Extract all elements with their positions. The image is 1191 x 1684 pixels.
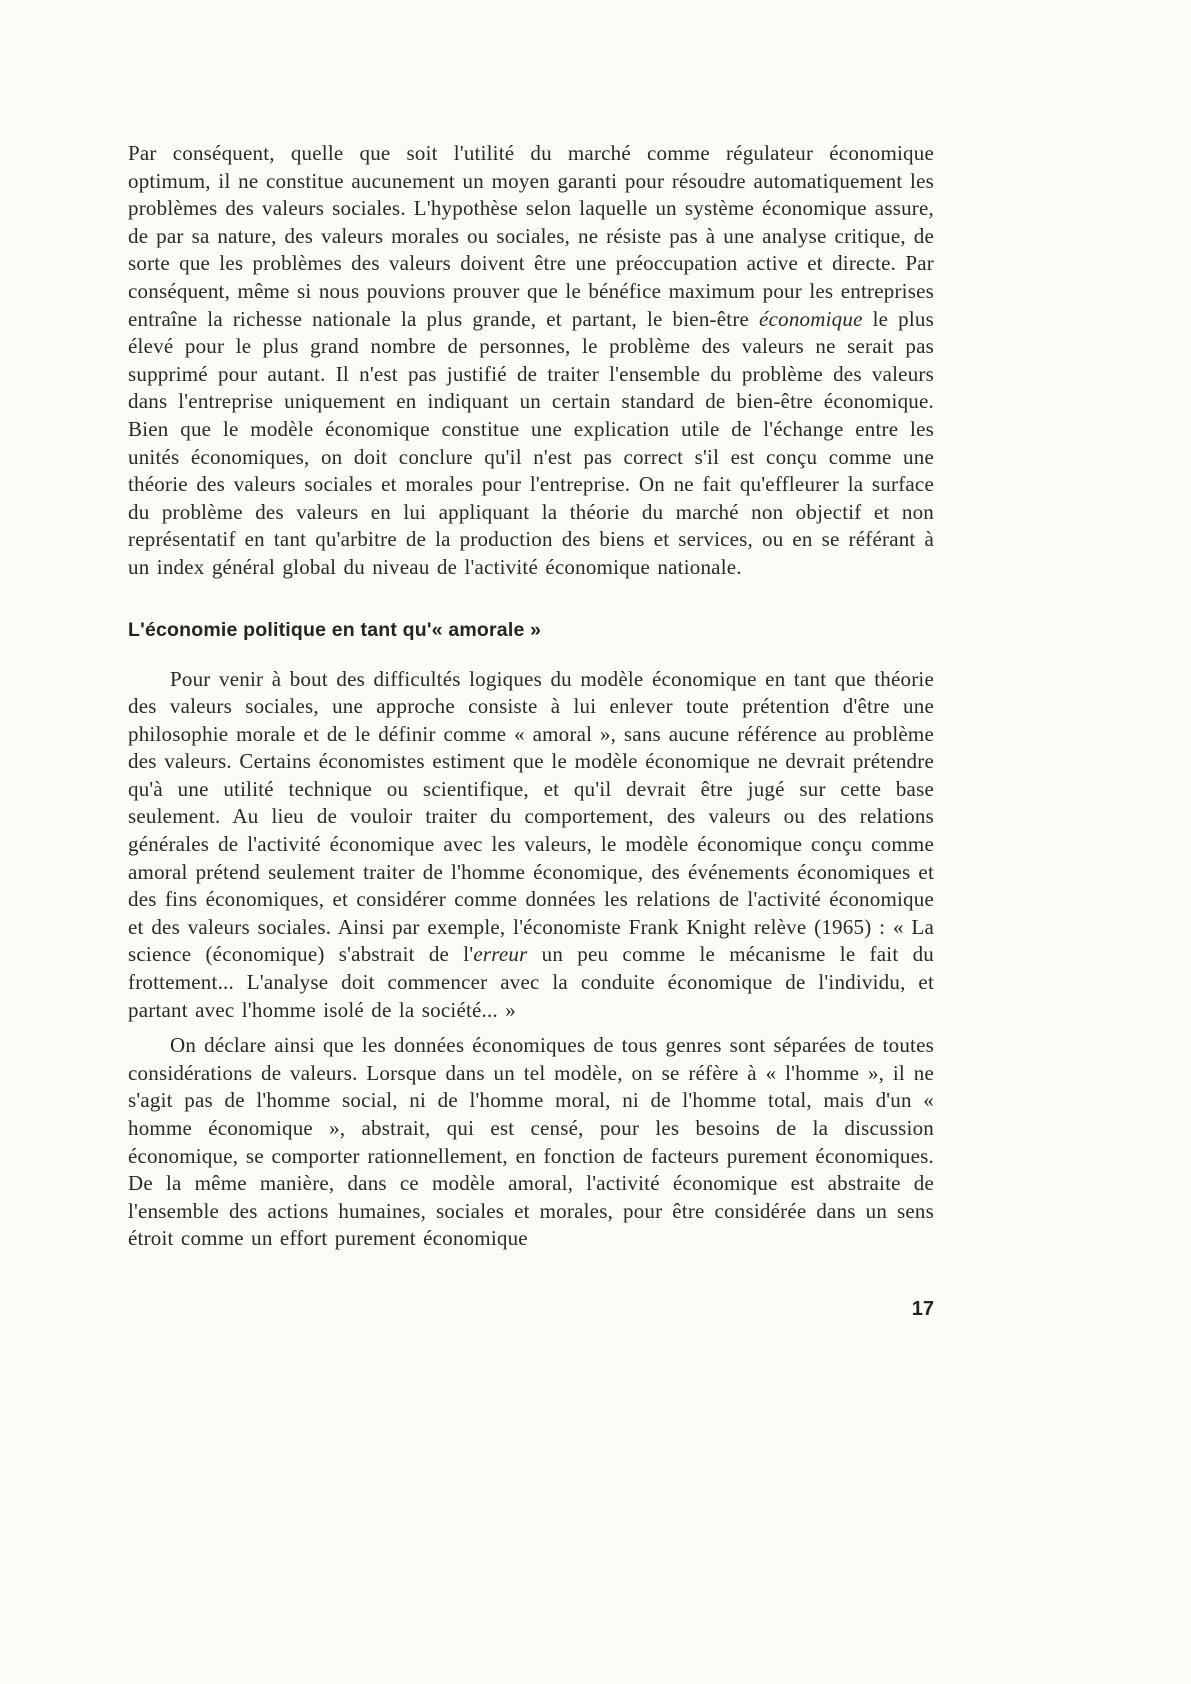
paragraph: [128, 1032, 934, 1253]
text-segment: Pour venir à bout des difficultés logiques du modèle économique en tant que théorie des valeurs sociales, une approche consiste à lui enlever toute prétention d'être une philosophie morale et de le définir comme « amoral », sans aucune référence au problème des valeurs. Certains économistes estiment que le modèle économique ne devrait prétendre qu'à une utilité technique ou scientifique, et qu'il devrait être jugé sur cette base seulement. Au lieu de vouloir traiter du comportement, des valeurs ou des relations générales de l'activité économique avec les valeurs, le modèle économique conçu comme amoral prétend seulement traiter de l'homme économique, des événements économiques et des fins économiques, et considérer comme données les relations de l'activité économique et des valeurs sociales. Ainsi par exemple, l'économiste Frank Knight relève (1965) : « La science (économique) s'abstrait de l': [128, 666, 934, 967]
text-segment: erreur: [473, 942, 528, 967]
text-segment: le plus élevé pour le plus grand nombre de personnes, le problème des valeurs ne serait pas supprimé pour autant. Il n'est pas justifié de traiter l'ensemble du problème des valeurs dans l'entreprise uniquement en indiquant un certain standard de bien-être économique. Bien que le modèle économique constitue une explication utile de l'échange entre les unités économiques, on doit conclure qu'il n'est pas correct s'il est conçu comme une théorie des valeurs sociales et morales pour l'entreprise. On ne fait qu'effleurer la surface du problème des valeurs en lui appliquant la théorie du marché non objectif et non représentatif en tant qu'arbitre de la production des biens et services, ou en se référant à un index général global du niveau de l'activité économique nationale.: [128, 306, 934, 579]
text-segment: un peu comme le mécanisme le fait du frottement... L'analyse doit commencer avec la conduite économique de l'individu, et partant avec l'homme isolé de la société... »: [128, 942, 934, 1022]
text-segment: Par conséquent, quelle que soit l'utilité du marché comme régulateur économique optimum, il ne constitue aucunement un moyen garanti pour résoudre automatiquement les problèmes des valeurs sociales. L'hypothèse selon laquelle un système économique assure, de par sa nature, des valeurs morales ou sociales, ne résiste pas à une analyse critique, de sorte que les problèmes des valeurs doivent être une préoccupation active et directe. Par conséquent, même si nous pouvions prouver que le bénéfice maximum pour les entreprises entraîne la richesse nationale la plus grande, et partant, le bien-être: [128, 141, 934, 331]
text-segment: On déclare ainsi que les données économiques de tous genres sont séparées de toutes considérations de valeurs. Lorsque dans un tel modèle, on se réfère à « l'homme », il ne s'agit pas de l'homme social, ni de l'homme moral, ni de l'homme total, mais d'un « homme économique », abstrait, qui est censé, pour les besoins de la discussion économique, se comporter rationnellement, en fonction de facteurs purement économiques. De la même manière, dans ce modèle amoral, l'activité économique est abstraite de l'ensemble des actions humaines, sociales et morales, pour être considérée dans un sens étroit comme un effort purement économique: [128, 1033, 934, 1251]
paragraph: [128, 140, 934, 582]
text-block: [128, 140, 934, 1254]
section-heading: L'économie politique en tant qu'« amorale »: [128, 618, 542, 641]
paragraph: [128, 666, 934, 1025]
text-segment: économique: [759, 306, 863, 331]
page-number: 17: [911, 1298, 934, 1320]
